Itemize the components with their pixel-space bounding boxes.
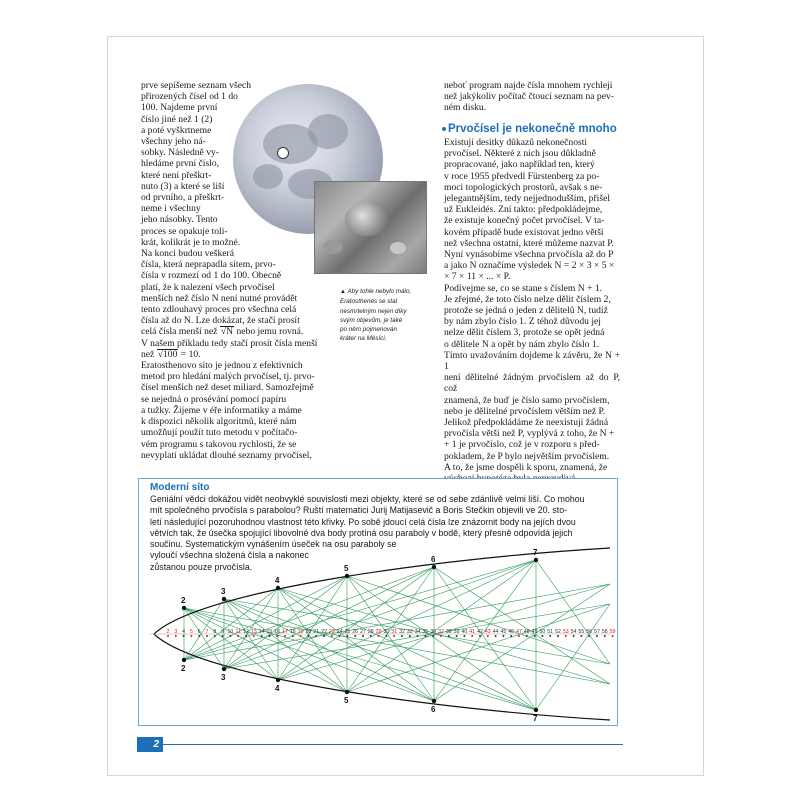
text-line: nebo je dělitelné prvočíslem větším než P.: [444, 405, 606, 417]
section-heading: Prvočísel je nekonečně mnoho: [442, 123, 617, 135]
text-line: se nejedná o prosévání pomocí papíru: [141, 393, 287, 405]
axis-label-composite: 16: [274, 629, 281, 635]
axis-point: [370, 635, 372, 637]
axis-point: [378, 635, 380, 637]
text-line: moci topologických prostorů, avšak s ne-: [444, 181, 603, 193]
axis-point: [557, 635, 559, 637]
text-line: sobky. Následně vy-: [141, 147, 219, 159]
text-line: menších než číslo N není nutné provádět: [141, 292, 298, 304]
text-line: že existuje konečný počet prvočísel. V ta-: [444, 215, 605, 227]
axis-label-composite: 6: [197, 629, 201, 635]
axis-label-prime: 29: [375, 629, 382, 635]
text-line: × 7 × 11 × ... × P.: [444, 271, 511, 283]
axis-label-composite: 35: [422, 629, 429, 635]
axis-point: [424, 635, 426, 637]
text-line: nevyplatí ukládat dlouhé seznamy prvočísel,: [141, 449, 312, 461]
parabola-label-lower: 4: [275, 684, 280, 693]
sieve-line: [344, 576, 536, 710]
axis-label-prime: 2: [166, 629, 170, 635]
axis-point: [565, 635, 567, 637]
axis-point: [417, 635, 419, 637]
axis-point: [612, 635, 614, 637]
text-line: pokladem, že P bylo největším prvočíslem.: [444, 450, 610, 462]
sieve-line: [278, 588, 347, 692]
left-full-text: [141, 270, 329, 326]
parabola-label-upper: 3: [221, 587, 226, 596]
axis-point: [346, 635, 348, 637]
sieve-line: [224, 599, 536, 710]
text-line: už Eukleidés. Zní takto: předpokládejme,: [444, 204, 603, 216]
axis-point: [573, 635, 575, 637]
axis-point: [510, 635, 512, 637]
axis-label-composite: 54: [570, 629, 577, 635]
axis-label-composite: 9: [221, 629, 225, 635]
parabola-point-upper: [534, 558, 538, 562]
axis-point: [253, 635, 255, 637]
text-line: Existují desítky důkazů nekonečnosti: [444, 137, 588, 148]
axis-point: [479, 635, 481, 637]
axis-label-composite: 8: [213, 629, 217, 635]
axis-point: [190, 635, 192, 637]
axis-label-composite: 4: [182, 629, 186, 635]
sieve-line: [344, 604, 610, 692]
caption-line: Eratosthenés se stal: [340, 298, 398, 306]
axis-point: [604, 635, 606, 637]
axis-point: [448, 635, 450, 637]
axis-label-composite: 18: [289, 629, 296, 635]
axis-label-composite: 44: [492, 629, 499, 635]
text-line: k dispozici několik algoritmů, které nám: [141, 416, 297, 428]
text-line: proces se opakuje toli-: [141, 225, 228, 237]
axis-point: [339, 635, 341, 637]
right-column: [444, 80, 620, 114]
axis-label-composite: 48: [523, 629, 530, 635]
axis-point: [237, 635, 239, 637]
axis-point: [495, 635, 497, 637]
right-body: [444, 137, 620, 484]
caption-line: po něm pojmenován: [340, 326, 398, 334]
axis-label-prime: 41: [469, 629, 476, 635]
text-line: není dělitelné žádným prvočíslem až do P, což: [444, 372, 620, 395]
axis-label-prime: 11: [235, 629, 241, 635]
axis-label-prime: 17: [282, 629, 288, 635]
text-line: propracované, jako například ten, který: [444, 159, 595, 171]
sqrt-n: √N: [220, 326, 234, 338]
parabola-label-upper: 4: [275, 576, 280, 585]
axis-point: [261, 635, 263, 637]
text-line: metod pro hledání malých prvočísel, tj. prvo-: [141, 371, 315, 383]
axis-label-composite: 42: [477, 629, 483, 635]
axis-label-composite: 50: [539, 629, 546, 635]
text-line: čísla, která neprapadla sítem, prvo-: [141, 259, 276, 271]
page-rule: [163, 744, 623, 745]
axis-point: [307, 635, 309, 637]
text-line: Nyní vynásobíme všechna prvočísla až do P: [444, 249, 614, 261]
text-line: by nám zbylo číslo 1. Z téhož důvodu jej: [444, 316, 601, 328]
text-line: kovém případě bude existovat jedno větší: [444, 226, 604, 238]
box-text-line: součinu. Systematickým vynášením úseček na osu paraboly se: [150, 539, 397, 550]
sieve-line: [344, 576, 610, 664]
text-line: všechny jeho ná-: [141, 136, 207, 148]
text-line: prvočísel. Některé z nich jsou důkladně: [444, 148, 596, 160]
axis-label-composite: 20: [305, 629, 312, 635]
text-line: jeho násobky. Tento: [141, 214, 218, 226]
text-line: ném disku.: [444, 102, 487, 114]
axis-point: [401, 635, 403, 637]
axis-point: [331, 635, 333, 637]
text-line: umožňují použít tuto metodu v počítačo-: [141, 427, 298, 439]
box-text-line: větvích tak, že úsečka spojující libovolné dva body protíná osu paraboly v bodě, který přesně odpovídá jejich: [150, 527, 573, 538]
sieve-line: [278, 576, 347, 680]
text-line: znamená, že buď je číslo samo prvočíslem,: [444, 394, 610, 406]
text-line: čísel menších než deset miliard. Samozřejmě: [141, 382, 314, 394]
text-line: platí, že k nalezení všech prvočísel: [141, 281, 275, 293]
parabola-label-lower: 3: [221, 673, 226, 682]
axis-label-composite: 32: [399, 629, 405, 635]
axis-label-prime: 3: [174, 629, 178, 635]
sieve-line: [536, 560, 610, 664]
axis-label-composite: 46: [508, 629, 515, 635]
axis-label-composite: 39: [453, 629, 460, 635]
box-title: Moderní síto: [150, 482, 210, 493]
axis-label-composite: 24: [336, 629, 343, 635]
sieve-line: [434, 567, 536, 710]
caption-line: svým objevům, je také: [340, 316, 403, 324]
text-line: vém programu s takovou rychlostí, že se: [141, 438, 297, 450]
parabola-point-lower: [182, 658, 186, 662]
axis-point: [284, 635, 286, 637]
axis-label-prime: 19: [297, 629, 304, 635]
sqrt-example-line: než √100 = 10.: [141, 348, 201, 360]
axis-label-composite: 58: [601, 629, 608, 635]
axis-label-prime: 47: [516, 629, 522, 635]
axis-label-composite: 45: [500, 629, 507, 635]
axis-point: [409, 635, 411, 637]
parabola-label-lower: 6: [431, 705, 436, 714]
text-line: v roce 1955 předvedl Fürstenberg za po-: [444, 170, 600, 182]
axis-point: [596, 635, 598, 637]
text-line: hledáme první číslo,: [141, 158, 220, 170]
axis-point: [471, 635, 473, 637]
axis-point: [183, 635, 185, 637]
text-line: přirozených čísel od 1 do: [141, 91, 238, 103]
axis-label-composite: 34: [414, 629, 421, 635]
axis-label-composite: 49: [531, 629, 538, 635]
text-line: neme i všechny: [141, 203, 201, 215]
caption-marker: ▲: [340, 289, 346, 295]
left-paragraph-2: [141, 360, 329, 461]
axis-label-composite: 14: [258, 629, 265, 635]
axis-point: [214, 635, 216, 637]
sieve-line: [434, 584, 610, 701]
axis-point: [440, 635, 442, 637]
axis-point: [549, 635, 551, 637]
sieve-line: [434, 567, 610, 684]
parabola-point-upper: [182, 606, 186, 610]
axis-label-prime: 37: [438, 629, 444, 635]
text-line: Na konci budou veškerá: [141, 248, 234, 260]
sieve-line: [224, 599, 437, 701]
axis-label-prime: 7: [205, 629, 209, 635]
axis-label-prime: 53: [562, 629, 569, 635]
axis-label-prime: 43: [484, 629, 491, 635]
axis-point: [588, 635, 590, 637]
axis-point: [315, 635, 317, 637]
axis-point: [222, 635, 224, 637]
box-text-line: Geniální vědci dokážou vidět neobvyklé souvislosti mezi objekty, které se od sebe zdánlivě velmi liší. Co mohou: [150, 494, 585, 504]
text-line: Podívejme se, co se stane s číslem N + 1.: [444, 282, 603, 294]
axis-point: [206, 635, 208, 637]
box-text-line: zůstanou pouze prvočísla.: [150, 561, 253, 572]
parabola-label-lower: 5: [344, 696, 349, 705]
text-line: Tímto uvažováním dojdeme k závěru, že N + 1: [444, 349, 620, 373]
text-line: než všechna ostatní, které můžeme nazvat P.: [444, 237, 614, 249]
axis-point: [300, 635, 302, 637]
parabola-point-lower: [222, 667, 226, 671]
axis-point: [198, 635, 200, 637]
text-line: Jelikož předpokládáme že neexistují žádná: [444, 417, 609, 429]
parabola-label-upper: 6: [431, 555, 436, 564]
text-line: které není přeškrt-: [141, 169, 212, 181]
parabola-point-lower: [432, 699, 436, 703]
text-line: prve sepíšeme seznam všech: [141, 80, 252, 91]
axis-point: [292, 635, 294, 637]
axis-label-composite: 55: [578, 629, 585, 635]
text-line: o dělitele N a opět by nám zbylo číslo 1.: [444, 338, 600, 350]
axis-label-composite: 15: [266, 629, 273, 635]
axis-point: [463, 635, 465, 637]
axis-point: [229, 635, 231, 637]
text-line: číslo jiné než 1 (2): [141, 113, 213, 125]
axis-label-prime: 23: [328, 629, 335, 635]
axis-label-composite: 52: [555, 629, 561, 635]
axis-point: [175, 635, 177, 637]
parabola-point-lower: [534, 708, 538, 712]
axis-point: [245, 635, 247, 637]
example-line: V našem příkladu tedy stačí prosít čísla menší: [141, 337, 318, 349]
parabola-point-upper: [345, 574, 349, 578]
text-line: od prvního, a přeškrt-: [141, 192, 225, 204]
parabola-sieve-diagram: [140, 540, 616, 724]
axis-label-composite: 36: [430, 629, 437, 635]
parabola-point-lower: [276, 678, 280, 682]
axis-point: [432, 635, 434, 637]
text-line: než jakýkoliv počítač čtoucí seznam na pev-: [444, 91, 614, 103]
left-narrow-text: [141, 80, 329, 270]
axis-label-composite: 38: [445, 629, 452, 635]
axis-label-prime: 31: [391, 629, 398, 635]
sieve-line: [536, 604, 610, 710]
box-text-line: letí následující pozoruhodnou vlastnost této křivky. Po sobě jdoucí celá čísla lze znázornit body na jejích dvou: [150, 516, 576, 527]
axis-label-prime: 13: [250, 629, 257, 635]
parabola-label-upper: 2: [181, 596, 186, 605]
axis-label-composite: 51: [547, 629, 554, 635]
right-intro-text: [444, 80, 620, 114]
axis-point: [323, 635, 325, 637]
left-column: [141, 80, 329, 461]
axis-point: [268, 635, 270, 637]
text-line: čísla v rozmezí od 1 do 100. Obecně: [141, 270, 282, 282]
parabola-point-upper: [222, 597, 226, 601]
axis-point: [526, 635, 528, 637]
axis-point: [541, 635, 543, 637]
sqrt-100: √100: [157, 348, 178, 360]
box-text-line: mít společného prvočísla s parabolou? Ruští matematici Jurij Matijasevič a Boris Stečkin objevili ve 20. sto-: [150, 505, 568, 516]
axis-point: [167, 635, 169, 637]
axis-label-composite: 33: [406, 629, 413, 635]
axis-point: [276, 635, 278, 637]
text-line: krát, kolikrát je to možné.: [141, 236, 241, 248]
text-line: a tužky. Žijeme v éře informatiky a máme: [141, 404, 302, 416]
axis-point: [518, 635, 520, 637]
parabola-point-upper: [432, 565, 436, 569]
text-line: nelze dělit číslem 3, protože se opět jedná: [444, 327, 605, 339]
axis-point: [385, 635, 387, 637]
axis-label-prime: 5: [189, 629, 193, 635]
axis-label-composite: 22: [321, 629, 327, 635]
sqrt-line: celá čísla menší než √N nebo jemu rovná.: [141, 326, 304, 338]
axis-label-composite: 12: [243, 629, 249, 635]
parabola-point-lower: [345, 690, 349, 694]
text-line: prvočísla větší než P, vyplývá z toho, že N +: [444, 428, 615, 440]
text-line: Je zřejmé, že toto číslo nelze dělit číslem 2,: [444, 293, 611, 305]
parabola-point-upper: [276, 586, 280, 590]
axis-label-composite: 56: [586, 629, 593, 635]
axis-point: [354, 635, 356, 637]
caption-line: kráter na Měsíci.: [340, 335, 387, 343]
sieve-line: [224, 560, 536, 669]
axis-point: [487, 635, 489, 637]
text-line: neboť program najde čísla mnohem rychleji: [444, 80, 613, 91]
parabola-label-lower: 7: [533, 714, 538, 723]
axis-point: [502, 635, 504, 637]
parabola-label-upper: 7: [533, 548, 538, 557]
caption-line: Aby tohle nebylo málo,: [347, 288, 412, 295]
axis-point: [456, 635, 458, 637]
parabola-label-lower: 2: [181, 664, 186, 673]
axis-label-composite: 57: [594, 629, 600, 635]
text-line: jelegantnějším, tedy nejjednodušším, přišel: [444, 193, 610, 205]
axis-label-composite: 30: [383, 629, 390, 635]
axis-point: [362, 635, 364, 637]
text-line: 100. Najdeme první: [141, 102, 218, 114]
text-line: A to, že jsme dospěli k sporu, znamená, že: [444, 461, 608, 473]
caption-line: nesmrtelným nejen díky: [340, 307, 407, 315]
axis-label-composite: 27: [360, 629, 366, 635]
axis-label-composite: 10: [227, 629, 234, 635]
text-line: protože se jedná o jeden z dělitelů N, tudíž: [444, 305, 608, 317]
page-number: 2: [137, 737, 163, 752]
bullet-icon: [442, 127, 446, 131]
text-line: + 1 je prvočíslo, což je v rozporu s před-: [444, 439, 600, 451]
text-line: a poté vyškrtneme: [141, 124, 212, 136]
axis-label-composite: 26: [352, 629, 359, 635]
axis-point: [393, 635, 395, 637]
axis-label-composite: 40: [461, 629, 468, 635]
axis-point: [534, 635, 536, 637]
axis-point: [580, 635, 582, 637]
axis-label-prime: 59: [609, 629, 616, 635]
axis-label-composite: 28: [367, 629, 374, 635]
parabola-label-upper: 5: [344, 564, 349, 573]
text-line: tento zdlouhavý proces pro všechna celá: [141, 304, 297, 316]
crater-photo: [314, 181, 427, 274]
text-line: a jako N označíme výsledek N = 2 × 3 × 5 ×: [444, 260, 615, 272]
sieve-line: [224, 567, 437, 669]
sieve-line: [184, 560, 536, 660]
axis-label-composite: 25: [344, 629, 351, 635]
axis-label-composite: 21: [313, 629, 320, 635]
photo-caption: [340, 287, 435, 344]
text-line: Eratosthenovo síto je jednou z efektivních: [141, 360, 303, 372]
box-text-line: vyloučí všechna složená čísla a nakonec: [150, 550, 309, 561]
text-line: čísla až do N. Lze dokázat, že stačí prosít: [141, 315, 300, 327]
text-line: nuto (3) a které se liší: [141, 180, 225, 192]
